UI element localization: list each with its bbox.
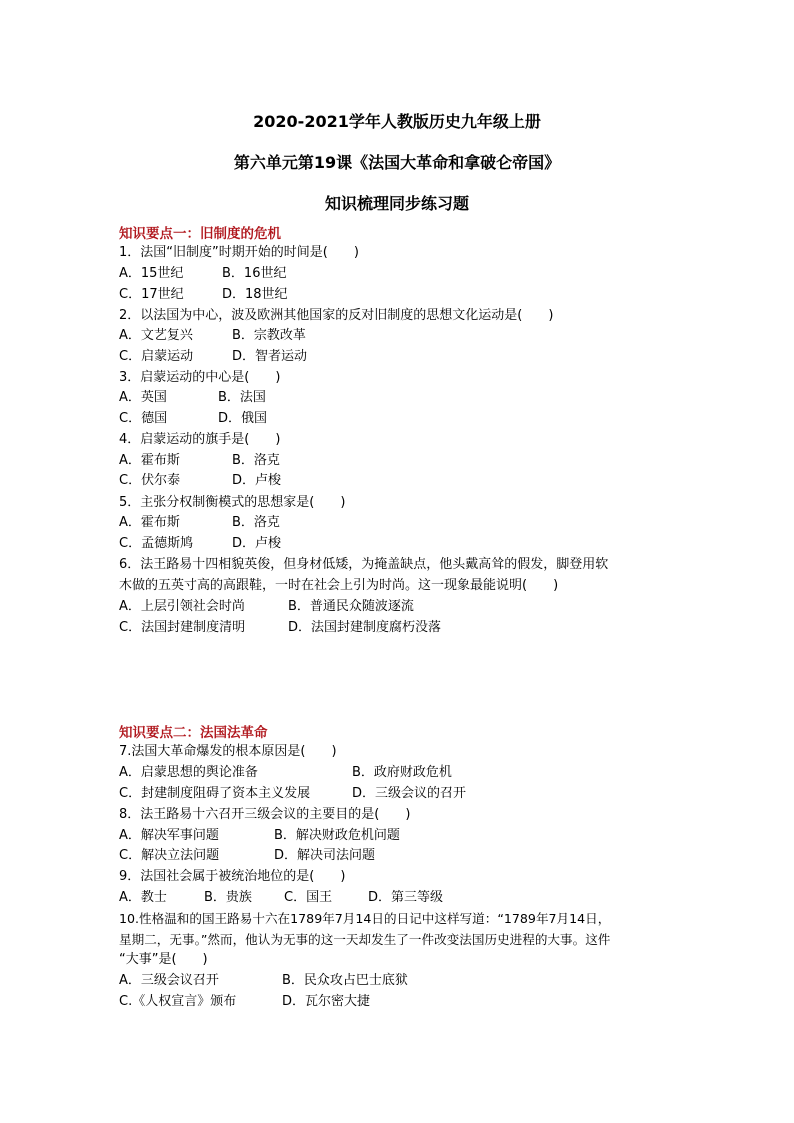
document-title: 2020-2021学年人教版历史九年级上册 — [253, 112, 541, 131]
question-10-stem-line-1: 10.性格温和的国王路易十六在1789年7月14日的日记中这样写道：“1789年7月14日， — [119, 911, 611, 926]
question-9-option-c: C．国王 — [284, 890, 333, 905]
question-8-option-d: D．解决司法问题 — [274, 848, 376, 863]
question-4-option-a: A．霍布斯 — [119, 453, 180, 468]
question-8-option-a: A．解决军事问题 — [119, 828, 219, 843]
question-5-option-a: A．霍布斯 — [119, 515, 180, 530]
question-5-option-c: C．孟德斯鸠 — [119, 536, 194, 551]
question-7-option-d: D．三级会议的召开 — [352, 786, 467, 801]
question-9-option-a: A．教士 — [119, 890, 167, 905]
question-3-option-b: B．法国 — [218, 390, 266, 405]
question-10-stem-line-2: 星期二，无事。”然而，他认为无事的这一天却发生了一件改变法国历史进程的大事。这件 — [119, 932, 611, 947]
question-6-option-c: C．法国封建制度清明 — [119, 620, 246, 635]
question-6-stem-line-1: 6．法王路易十四相貌英俊，但身材低矮，为掩盖缺点，他头戴高耸的假发，脚登用软 — [119, 557, 609, 572]
question-1-option-c: C．17世纪 — [119, 287, 184, 302]
question-4-stem: 4．启蒙运动的旗手是( ) — [119, 432, 281, 447]
question-6-option-b: B．普通民众随波逐流 — [288, 599, 414, 614]
question-1-option-d: D．18世纪 — [222, 287, 288, 302]
question-8-stem: 8．法王路易十六召开三级会议的主要目的是( ) — [119, 807, 411, 822]
question-10-stem-line-3: “大事”是( ) — [119, 952, 208, 967]
question-1-option-a: A．15世纪 — [119, 266, 184, 281]
question-3-stem: 3．启蒙运动的中心是( ) — [119, 370, 281, 385]
question-7-option-a: A．启蒙思想的舆论准备 — [119, 765, 258, 780]
question-4-option-d: D．卢梭 — [232, 473, 282, 488]
question-1-stem: 1．法国“旧制度”时期开始的时间是( ) — [119, 245, 359, 260]
section-heading-1: 知识要点一：旧制度的危机 — [119, 226, 281, 242]
question-9-option-d: D．第三等级 — [368, 890, 444, 905]
question-10-option-a: A．三级会议召开 — [119, 973, 219, 988]
question-2-option-b: B．宗教改革 — [232, 328, 306, 343]
question-8-option-c: C．解决立法问题 — [119, 848, 220, 863]
question-10-option-c: C.《人权宣言》颁布 — [119, 994, 237, 1009]
question-4-option-c: C．伏尔泰 — [119, 473, 181, 488]
question-3-option-c: C．德国 — [119, 411, 168, 426]
question-6-stem-line-2: 木做的五英寸高的高跟鞋，一时在社会上引为时尚。这一现象最能说明( ) — [119, 578, 559, 593]
question-5-option-b: B．洛克 — [232, 515, 280, 530]
question-10-option-d: D．瓦尔密大捷 — [282, 994, 371, 1009]
lesson-title: 第六单元第19课《法国大革命和拿破仑帝国》 — [233, 153, 561, 172]
question-2-option-c: C．启蒙运动 — [119, 349, 194, 364]
question-1-option-b: B．16世纪 — [222, 266, 287, 281]
question-10-option-b: B．民众攻占巴士底狱 — [282, 973, 408, 988]
question-5-option-d: D．卢梭 — [232, 536, 282, 551]
question-6-option-d: D．法国封建制度腐朽没落 — [288, 620, 442, 635]
worksheet-title: 知识梳理同步练习题 — [324, 194, 469, 213]
question-7-option-b: B．政府财政危机 — [352, 765, 452, 780]
question-3-option-a: A．英国 — [119, 390, 167, 405]
question-9-stem: 9．法国社会属于被统治地位的是( ) — [119, 869, 346, 884]
question-5-stem: 5．主张分权制衡模式的思想家是( ) — [119, 495, 346, 510]
question-8-option-b: B．解决财政危机问题 — [274, 828, 400, 843]
question-2-option-a: A．文艺复兴 — [119, 328, 193, 343]
question-9-option-b: B．贵族 — [204, 890, 252, 905]
question-7-stem: 7.法国大革命爆发的根本原因是( ) — [119, 744, 337, 759]
question-4-option-b: B．洛克 — [232, 453, 280, 468]
question-2-option-d: D．智者运动 — [232, 349, 308, 364]
question-3-option-d: D．俄国 — [218, 411, 268, 426]
question-2-stem: 2．以法国为中心，波及欧洲其他国家的反对旧制度的思想文化运动是( ) — [119, 308, 554, 323]
section-heading-2: 知识要点二：法国法革命 — [119, 725, 268, 741]
question-7-option-c: C．封建制度阻碍了资本主义发展 — [119, 786, 311, 801]
question-6-option-a: A．上层引领社会时尚 — [119, 599, 245, 614]
